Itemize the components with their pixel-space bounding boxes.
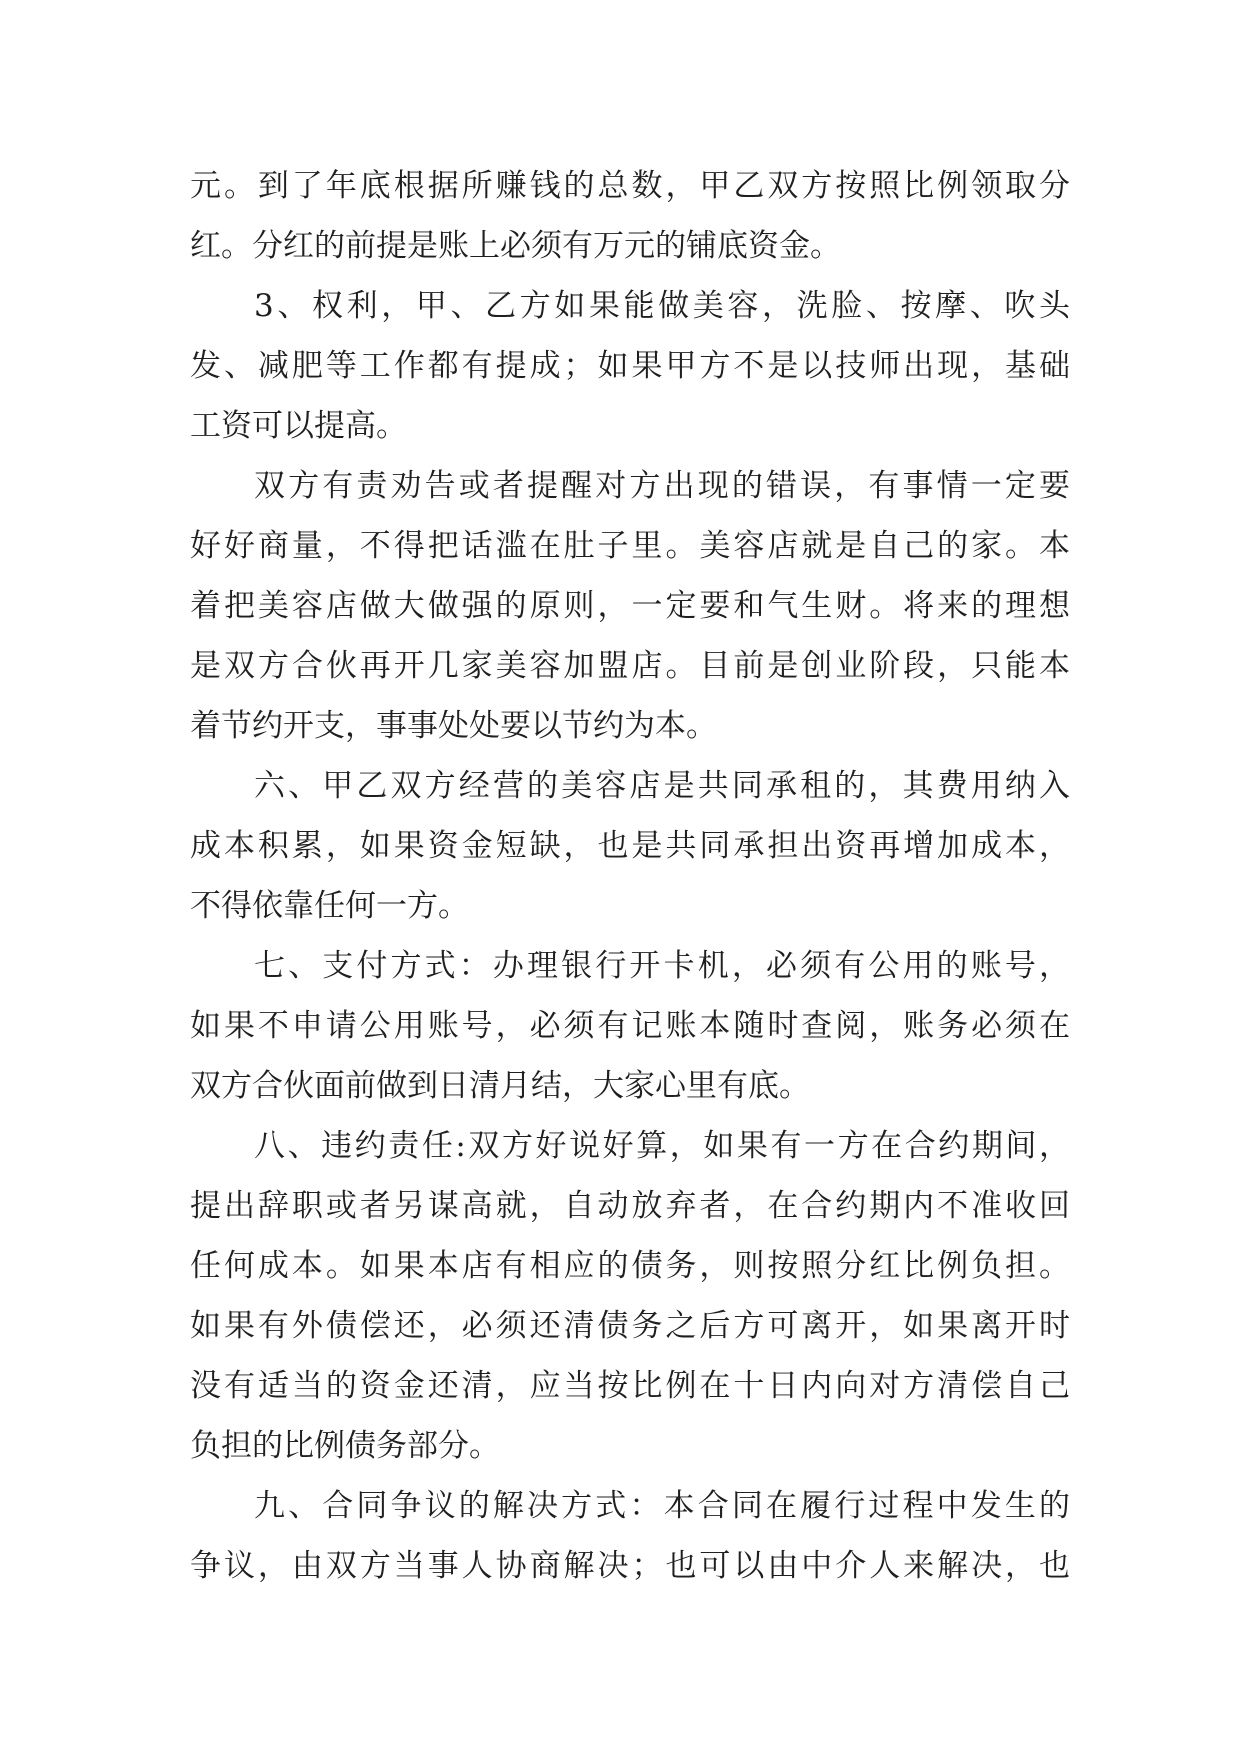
text-line: 没有适当的资金还清，应当按比例在十日内向对方清偿自己	[190, 1368, 1070, 1404]
text-line: 双方合伙面前做到日清月结，大家心里有底。	[190, 1068, 810, 1104]
text-line: 争议，由双方当事人协商解决；也可以由中介人来解决，也	[190, 1548, 1070, 1584]
text-line: 负担的比例债务部分。	[190, 1428, 500, 1464]
text-line: 元。到了年底根据所赚钱的总数，甲乙双方按照比例领取分	[190, 168, 1070, 204]
text-line: 双方有责劝告或者提醒对方出现的错误，有事情一定要	[254, 468, 1070, 504]
text-line: 着把美容店做大做强的原则，一定要和气生财。将来的理想	[190, 588, 1070, 624]
text-line: 好好商量，不得把话滥在肚子里。美容店就是自己的家。本	[190, 528, 1070, 564]
text-line: 七、支付方式：办理银行开卡机，必须有公用的账号，	[254, 948, 1070, 984]
text-line: 发、减肥等工作都有提成；如果甲方不是以技师出现，基础	[190, 348, 1070, 384]
text-line: 是双方合伙再开几家美容加盟店。目前是创业阶段，只能本	[190, 648, 1070, 684]
contract-text	[190, 156, 1070, 1596]
text-line: 着节约开支，事事处处要以节约为本。	[190, 708, 717, 744]
text-line: 成本积累，如果资金短缺，也是共同承担出资再增加成本，	[190, 828, 1070, 864]
text-line: 提出辞职或者另谋高就，自动放弃者，在合约期内不准收回	[190, 1188, 1070, 1224]
text-line: 工资可以提高。	[190, 408, 407, 444]
text-line: 3、权利，甲、乙方如果能做美容，洗脸、按摩、吹头	[254, 288, 1070, 324]
text-line: 任何成本。如果本店有相应的债务，则按照分红比例负担。	[190, 1248, 1070, 1284]
text-line: 如果有外债偿还，必须还清债务之后方可离开，如果离开时	[190, 1308, 1070, 1344]
text-line: 六、甲乙双方经营的美容店是共同承租的，其费用纳入	[254, 768, 1070, 804]
text-line: 九、合同争议的解决方式：本合同在履行过程中发生的	[254, 1488, 1070, 1524]
text-line: 不得依靠任何一方。	[190, 888, 469, 924]
text-line: 如果不申请公用账号，必须有记账本随时查阅，账务必须在	[190, 1008, 1070, 1044]
text-line: 红。分红的前提是账上必须有万元的铺底资金。	[190, 228, 841, 264]
text-line: 八、违约责任:双方好说好算，如果有一方在合约期间，	[254, 1128, 1070, 1164]
